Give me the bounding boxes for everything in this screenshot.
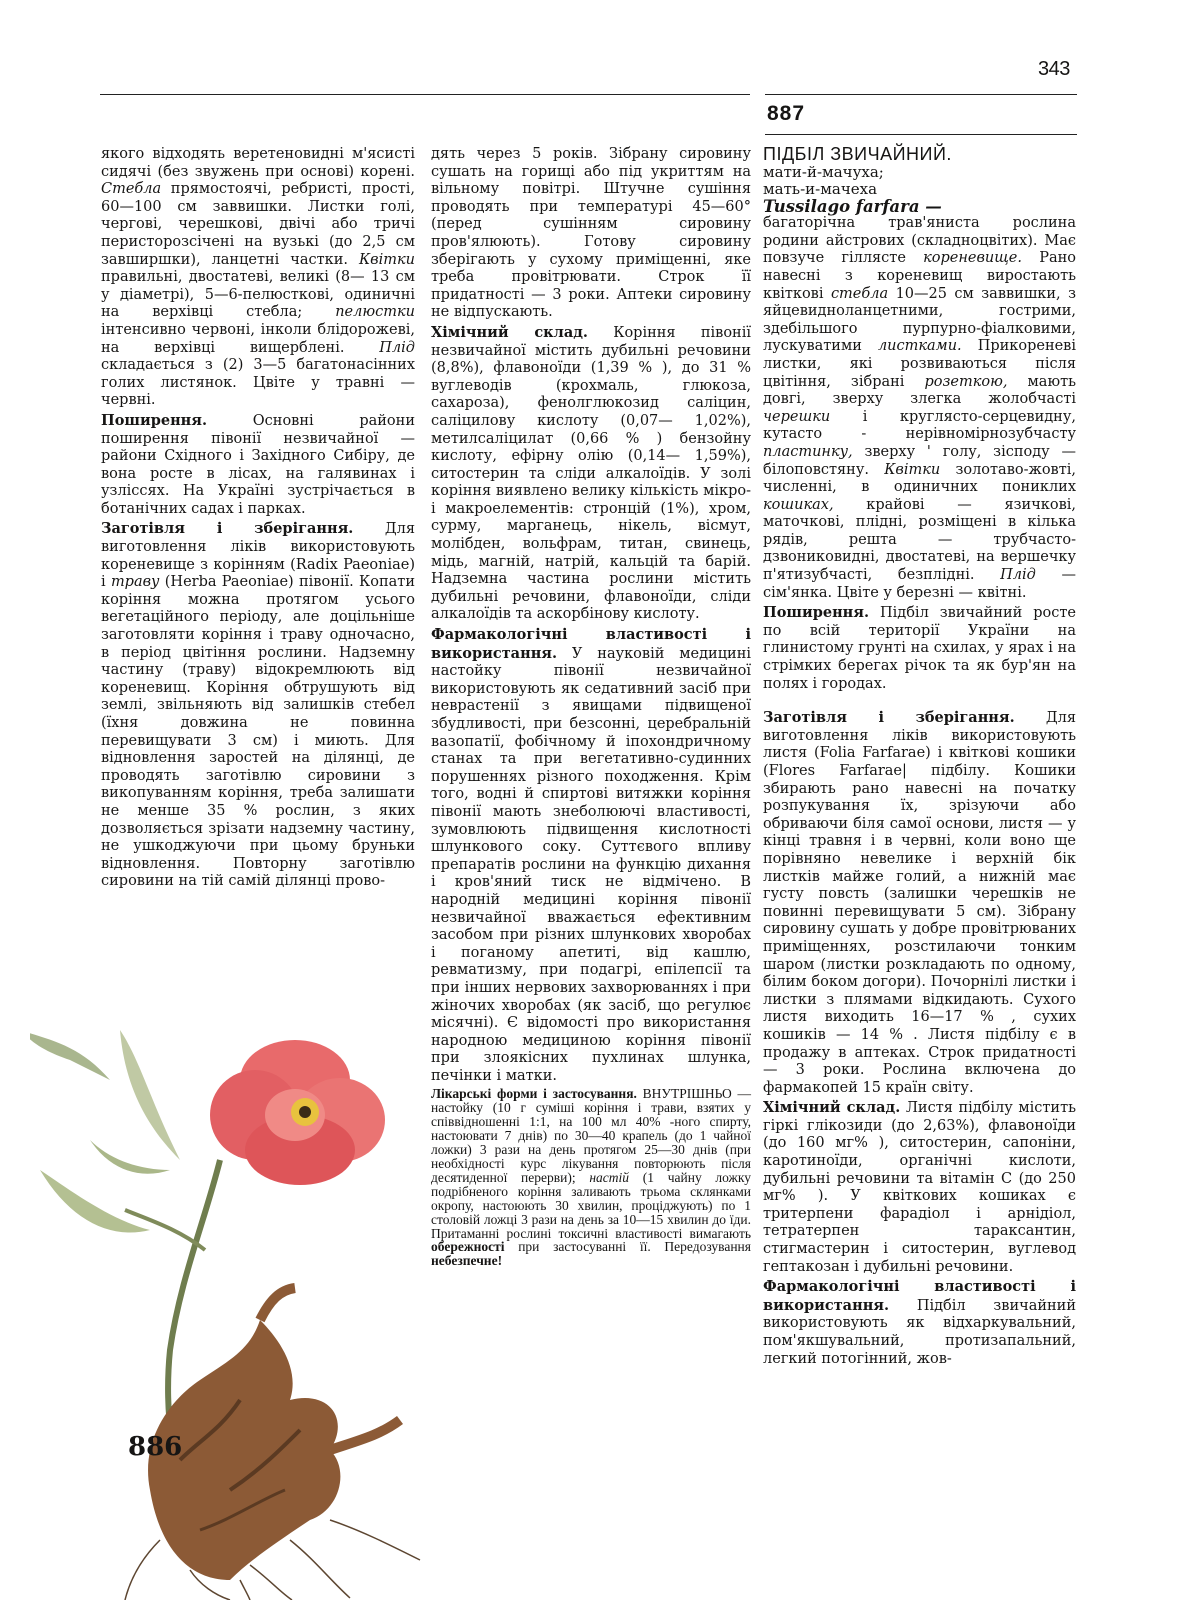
text-run: і круглясто-серцевидну, кутасто - нерівномірнозубчасту — [763, 408, 1076, 443]
text-run: мають довгі, зверху злегка жолобчасті — [763, 373, 1076, 408]
header-rule-left — [100, 94, 750, 95]
entry-number: 887 — [767, 102, 806, 125]
text-run: дять через 5 років. Зібрану сировину сушать на горищі або під укриттям на вільному повітрі. Штучне сушіння проводять при температурі 45—60° (перед сушінням сировину пров'ялюють). Готову сировину зберігають у сухому приміщенні, яке треба провітрювати. Строк її придатності — 3 роки. Аптеки сировину не відпускають. — [431, 146, 751, 321]
text-run: ВНУТРІШНЬО — настойку (10 г суміші коріння і трави, взятих у співвідношенні 1:1, на 100 мл 40% -ного спирту, настоювати 7 днів) по 30—40 крапель (до 1 чайної ложки) 3 рази на день протягом 25—30 днів (при необхідності курс лікування повторюють після десятиденної перерви); — [431, 1086, 751, 1185]
text-run: інтенсивно червоні, інколи блідорожеві, на верхівці вищерблені. — [101, 321, 415, 356]
paragraph-pharmacology — [431, 626, 751, 1085]
text-run: крайові — язичкові, маточкові, плідні, розміщені в кілька рядів, решта — трубчасто-дзвониковидні, двостатеві, на вершечку п'ятизубчасті, безплідні. — [763, 496, 1076, 584]
bold-text: Фармакологічні властивості і використання. — [431, 626, 751, 662]
paragraph-dosage — [431, 1087, 751, 1268]
text-run: правильні, двостатеві, великі (8— 13 см у діаметрі), 5—6-пелюсткові, одиничні на верхівці стебла; — [101, 269, 415, 321]
entry-title: ПІДБІЛ ЗВИЧАЙНИЙ. — [763, 144, 952, 164]
italic-text: траву — [110, 574, 160, 591]
italic-text: пелюстки — [335, 304, 415, 321]
italic-text: черешки — [763, 408, 831, 425]
text-run: багаторічна трав'яниста рослина родини айстрових (складноцвітих). Має повзуче гіллясте — [763, 215, 1076, 267]
entry-latin-name: Tussilago farfara — — [763, 196, 942, 216]
paragraph-drying — [431, 146, 751, 322]
entry-synonym-ru: мать-и-мачеха — [763, 179, 878, 198]
italic-text: кошиках, — [763, 496, 834, 513]
peony-illustration — [30, 1020, 430, 1600]
paragraph-harvesting — [763, 709, 1076, 1097]
italic-text: Плід — [1000, 567, 1036, 584]
column-2 — [431, 146, 751, 1270]
column-1 — [101, 146, 415, 893]
text-run: прямостоячі, ребристі, прості, 60—100 см заввишки. Листки голі, чергові, черешкові, двічі або тричі перисторозсічені на вузькі (до 2,5 см завширшки), ланцетні частки. — [101, 181, 415, 268]
paragraph-chemistry — [763, 1099, 1076, 1276]
figure-number: 886 — [128, 1432, 183, 1462]
italic-text: Квітки — [358, 251, 415, 268]
text-run: Для виготовлення ліків використовують кореневище з корінням (Radix Paeoniae) і — [101, 521, 415, 591]
bold-text: Поширення. — [763, 604, 870, 622]
italic-text: Квітки — [884, 461, 941, 478]
paragraph-distribution — [763, 604, 1076, 693]
paragraph-distribution — [101, 412, 415, 519]
italic-text: пластинку, — [763, 443, 853, 460]
column-3 — [763, 146, 1076, 1370]
bold-text: Заготівля і зберігання. — [763, 709, 1015, 727]
paragraph-description — [101, 146, 415, 410]
text-run: Листя підбілу містить гіркі глікозиди (до 2,63%), флавоноїди (до 160 мг% ), ситостерин, сапоніни, каротиноїди, органічні кислоти, дубильні речовини та вітамін С (до 250 мг% ). У квіткових кошиках є тритерпени фарадіол і арнідіол, тетратерпен тараксантин, стигмастерин і ситостерин, вуглевод гептакозан і дубильні речовини. — [763, 1100, 1076, 1275]
bold-text: обережності — [431, 1239, 505, 1255]
text-run: (Herba Paeoniae) півонії. Копати коріння можна протягом усього вегетаційного періоду, але доцільніше заготовляти коріння і траву одночасно, в період цвітіння рослини. Надземну частину (траву) відокремлюють від кореневищ. Коріння обтрушують від землі, звільняють від залишків стебел (їхня довжина не повинна перевищувати 3 см) і миють. Для відновлення заростей на ділянці, де проводять заготівлю сировини з викопуванням коріння, треба залишати не менше 35 % рослин, з яких дозволяється зрізати надземну частину, не ушкоджуючи при цьому бруньки відновлення. Повторну заготівлю сировини на тій самій ділянці прово- — [101, 574, 415, 890]
leaf-illustration — [120, 1030, 180, 1160]
bold-text: Хімічний склад. — [763, 1099, 901, 1117]
bold-text: Хімічний склад. — [431, 323, 588, 341]
entry-synonym-ua: мати-й-мачуха; — [763, 162, 884, 181]
text-run: при застосуванні її. Передозування — [504, 1239, 751, 1255]
bold-text: Поширення. — [101, 411, 208, 429]
text-run: Коріння півонії незвичайної містить дубильні речовини (8,8%), флавоноїди (1,39 % ), до 31 % вуглеводів (крохмаль, глюкоза, сахароза), фенолглюкозид саліцин, саліцилову кислоту (0,07— 1,02%), метилсаліцилат (0,66 % ) бензойну кислоту, ефірну олію (0,14— 1,59%), ситостерин та сліди алкалоїдів. У золі коріння виявлено велику кількість мікро- і макроелементів: стронцій (1%), хром, сурму, марганець, нікель, вісмут, молібден, вольфрам, титан, свинець, мідь, магній, натрій, кальцій та барій. Надземна частина рослини містить дубильні речовини, флавоноїди, сліди алкалоїдів та аскорбінову кислоту. — [431, 324, 751, 623]
italic-text: Плід — [379, 339, 415, 356]
bold-text: Заготівля і зберігання. — [101, 520, 354, 538]
italic-text: розеткою, — [924, 373, 1008, 390]
leaf-illustration — [40, 1170, 150, 1233]
entry-rule — [765, 134, 1077, 135]
paragraph-harvesting — [101, 520, 415, 890]
rhizome-illustration — [148, 1288, 400, 1580]
bold-text: Лікарські форми і застосування. — [431, 1086, 637, 1102]
text-run: Основні райони поширення півонії незвичайної — райони Східного і Західного Сибіру, де вона росте в лісах, на галявинах і узліссях. На Україні зустрічається в ботанічних садах і парках. — [101, 412, 415, 517]
bold-text: Фармакологічні властивості і використання. — [763, 1278, 1076, 1314]
text-run: Рано навесні з кореневищ виростають квіткові — [763, 250, 1076, 302]
italic-text: листками. — [877, 338, 962, 355]
text-run: У науковій медицині настойку півонії незвичайної використовують як седативний засіб при неврастенії з явищами підвищеної збудливості, при безсонні, церебральній вазопатії, фобічному й іпохондричному станах та при вегетативно-судинних порушеннях різного походження. Крім того, водні й спиртові витяжки коріння півонії мають знеболюючі властивості, зумовлюють підвищення кислотності шлункового соку. Суттєвого впливу препаратів рослини на функцію дихання і кров'яний тиск не відмічено. В народній медицині коріння півонії незвичайної вважається ефективним засобом при різних шлункових хворобах і поганому апетиті, від кашлю, ревматизму, при подагрі, епілепсії та при інших нервових захворюваннях і при жіночих хворобах (як засіб, що регулює місячні). Є відомості про використання народною медициною коріння півонії при злоякісних пухлинах шлунка, печінки і матки. — [431, 645, 751, 1084]
italic-text: стебла — [830, 285, 889, 302]
italic-text: кореневище. — [923, 250, 1022, 267]
paragraph-description — [763, 215, 1076, 602]
bold-text: небезпечне! — [431, 1253, 503, 1269]
text-run: (1 чайну ложку подрібненого коріння заливають трьома склянками окропу, настоюють 30 хвилин, проціджують) по 1 столовій ложці 3 рази на день за 10—15 хвилин до їди. Притаманні рослині токсичні властивості вимагають — [431, 1169, 752, 1241]
text-run: складається з (2) 3—5 багатонасінних голих листянок. Цвіте у травні — червні. — [101, 357, 415, 409]
text-run: Для виготовлення ліків використовують листя (Folia Farfarae) і квіткові кошики (Flores Farfarae| підбілу. Кошики збирають рано навесні на початку розпукування їх, зрізуючи або обриваючи біля самої основи, листя — у кінці травня і в червні, коли воно ще порівняно невелике і верхній бік листків майже голий, а нижній має густу повсть (залишки черешків не повинні перевищувати 5 см). Зібрану сировину сушать у добре провітрюваних приміщеннях, розстилаючи тонким шаром (листки розкладають по одному, білим боком догори). Почорнілі листки і листки з плямами відкидають. Сухого листя виходить 16—17 % , сухих кошиків — 14 % . Листя підбілу є в продажу в аптеках. Строк придатності — 3 роки. Рослина включена до фармакопей 15 країн світу. — [763, 710, 1076, 1096]
paragraph-pharmacology — [763, 1278, 1076, 1368]
flower-illustration — [210, 1040, 385, 1185]
page-number: 343 — [1038, 58, 1070, 80]
leaf-illustration — [30, 1030, 110, 1080]
text-run: Прикореневі листки, які розвиваються після цвітіння, зібрані — [763, 338, 1076, 390]
paragraph-chemistry — [431, 324, 751, 624]
italic-text: настій — [589, 1169, 630, 1185]
text-run: — сім'янка. Цвіте у березні — квітні. — [763, 567, 1076, 601]
italic-text: Стебла — [101, 181, 162, 198]
header-rule-right — [765, 94, 1077, 95]
text-run: Підбіл звичайний росте по всій території України на глинистому грунті на схилах, у ярах і на стрімких берегах річок та як бур'ян на полях і городах. — [763, 605, 1076, 692]
text-run: 10—25 см заввишки, з яйцевидноланцетними, гострими, здебільшого пурпурно-фіалковими, лускуватими — [763, 285, 1076, 355]
text-run: золотаво-жовті, численні, в одиничних пониклих — [763, 461, 1076, 496]
text-run: Підбіл звичайний використовують як відхаркувальний, пом'якшувальний, протизапальний, легкий потогінний, жов- — [763, 1297, 1076, 1367]
leaf-illustration — [90, 1140, 170, 1174]
text-run: зверху ' голу, зісподу — білоповстяну. — [763, 443, 1076, 478]
text-run: якого відходять веретеновидні м'ясисті сидячі (без звужень при основі) корені. — [101, 146, 415, 180]
